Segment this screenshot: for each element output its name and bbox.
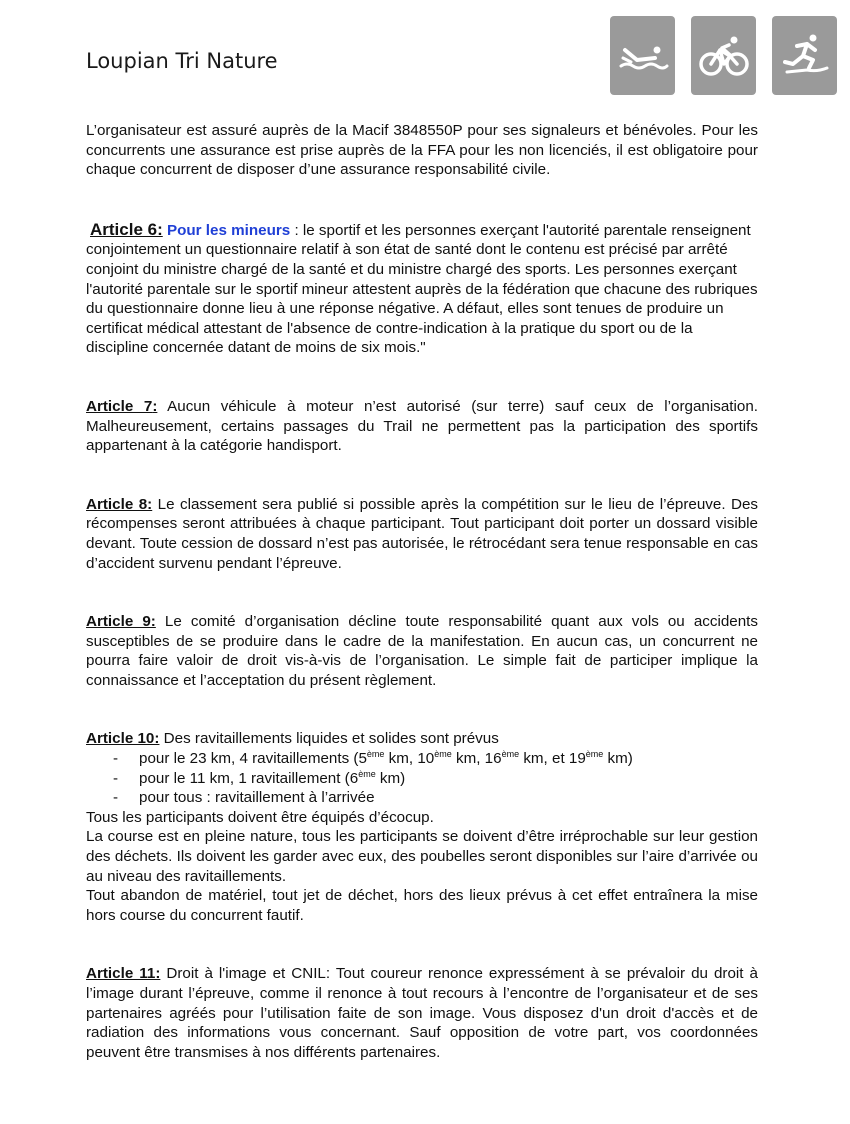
article-7-text: Aucun véhicule à moteur n’est autorisé (sur terre) sauf ceux de l’organisation. Malheureusement, certains passages du Trail ne permettent pas la participation des sportifs appartenant à la catégorie handisport.	[86, 397, 759, 455]
article-6	[86, 220, 758, 358]
document-body	[86, 121, 758, 1062]
list-item-text: pour le 11 km, 1 ravitaillement (6	[139, 769, 359, 787]
list-item-text: pour tous : ravitaillement à l’arrivée	[139, 789, 375, 807]
list-item-text: km, 10	[384, 750, 435, 768]
article-7	[86, 397, 758, 456]
article-9	[86, 612, 758, 690]
article-10-line-1: Tous les participants doivent être équipés d’écocup.	[86, 808, 434, 826]
article-6-text: : le sportif et les personnes exerçant l'autorité parentale renseignent conjointement un questionnaire relatif à son état de santé dont le contenu est précisé par arrêté conjoint du ministre chargé de la santé et du ministre chargé des sports. Les personnes exerçant l'autorité parentale sur le sportif mineur attestent auprès de la fédération que chacune des rubriques du questionnaire donne lieu à une réponse négative. A défaut, elles sont tenues de produire un certificat médical attestant de l'absence de contre-indication à la pratique du sport ou de la discipline concernée datant de moins de six mois."	[86, 221, 758, 357]
article-8	[86, 495, 758, 573]
article-11	[86, 964, 758, 1062]
document-title: Loupian Tri Nature	[86, 49, 278, 73]
list-item-text: km)	[603, 750, 633, 768]
article-9-label: Article 9:	[86, 613, 156, 631]
list-item	[86, 749, 758, 769]
article-8-text: Le classement sera publié si possible après la compétition sur le lieu de l’épreuve. Des récompenses seront attribuées à chaque participant. Tout participant doit porter un dossard visible devant. Toute cession de dossard n’est pas autorisée, le rétrocédant sera tenue responsable en cas d’accident survenu pendant l’épreuve.	[86, 495, 759, 572]
superscript: ème	[366, 749, 385, 759]
superscript: ème	[501, 749, 520, 759]
sport-icons	[610, 16, 837, 95]
article-9-text: Le comité d’organisation décline toute responsabilité quant aux vols ou accidents susceptibles de se produire dans le cadre de la manifestation. En aucun cas, un concurrent ne pourra faire valoir de droit vis-à-vis de l’organisation. Le simple fait de participer implique la connaissance et l’acceptation du présent règlement.	[86, 613, 758, 689]
supply-list	[86, 749, 758, 808]
article-10-line-3: Tout abandon de matériel, tout jet de déchet, hors des lieux prévus à cet effet entraînera la mise hors course du concurrent fautif.	[86, 887, 758, 924]
article-10-line-2: La course est en pleine nature, tous les participants se doivent d’être irréprochable sur leur gestion des déchets. Ils doivent les garder avec eux, des poubelles seront disponibles sur l’aire d’arrivée ou au niveau des ravitaillements.	[86, 828, 758, 885]
list-item	[86, 769, 758, 789]
superscript: ème	[434, 749, 452, 759]
article-10-label: Article 10:	[86, 730, 160, 748]
article-10-intro-text: Des ravitaillements liquides et solides sont prévus	[159, 730, 499, 748]
superscript: ème	[585, 749, 604, 759]
list-item-text: km, 16	[451, 750, 502, 768]
article-6-highlight: Pour les mineurs	[166, 221, 291, 239]
list-item-text: km)	[375, 769, 406, 787]
article-11-label: Article 11:	[86, 965, 161, 983]
run-icon	[772, 16, 837, 95]
insurance-paragraph: L’organisateur est assuré auprès de la Macif 3848550P pour ses signaleurs et bénévoles. Pour les concurrents une assurance est prise auprès de la FFA pour les non licenciés, il est obligatoire pour chaque concurrent de disposer d’une assurance responsabilité civile.	[86, 122, 758, 179]
list-item	[86, 788, 758, 808]
article-7-colon: :	[152, 397, 158, 415]
article-11-text: Droit à l'image et CNIL: Tout coureur renonce expressément à se prévaloir du droit à l’image durant l’épreuve, comme il renonce à tout recours à l’encontre de l’organisateur et de ses partenaires agréés pour l’utilisation faite de son image. Vous disposez d'un droit d'accès et de radiation des informations vous concernant. Sauf opposition de votre part, vos coordonnées peuvent être transmises à nos différents partenaires.	[86, 965, 758, 1061]
list-item-text: km, et 19	[519, 750, 586, 768]
superscript: ème	[358, 768, 376, 779]
article-8-label: Article 8:	[86, 495, 153, 513]
list-item-text: pour le 23 km, 4 ravitaillements (5	[139, 750, 367, 768]
swim-icon	[610, 16, 675, 95]
article-10-intro	[86, 729, 758, 749]
bike-icon	[691, 16, 756, 95]
article-7-label: Article 7	[86, 397, 153, 415]
article-6-label: Article 6:	[90, 219, 163, 239]
